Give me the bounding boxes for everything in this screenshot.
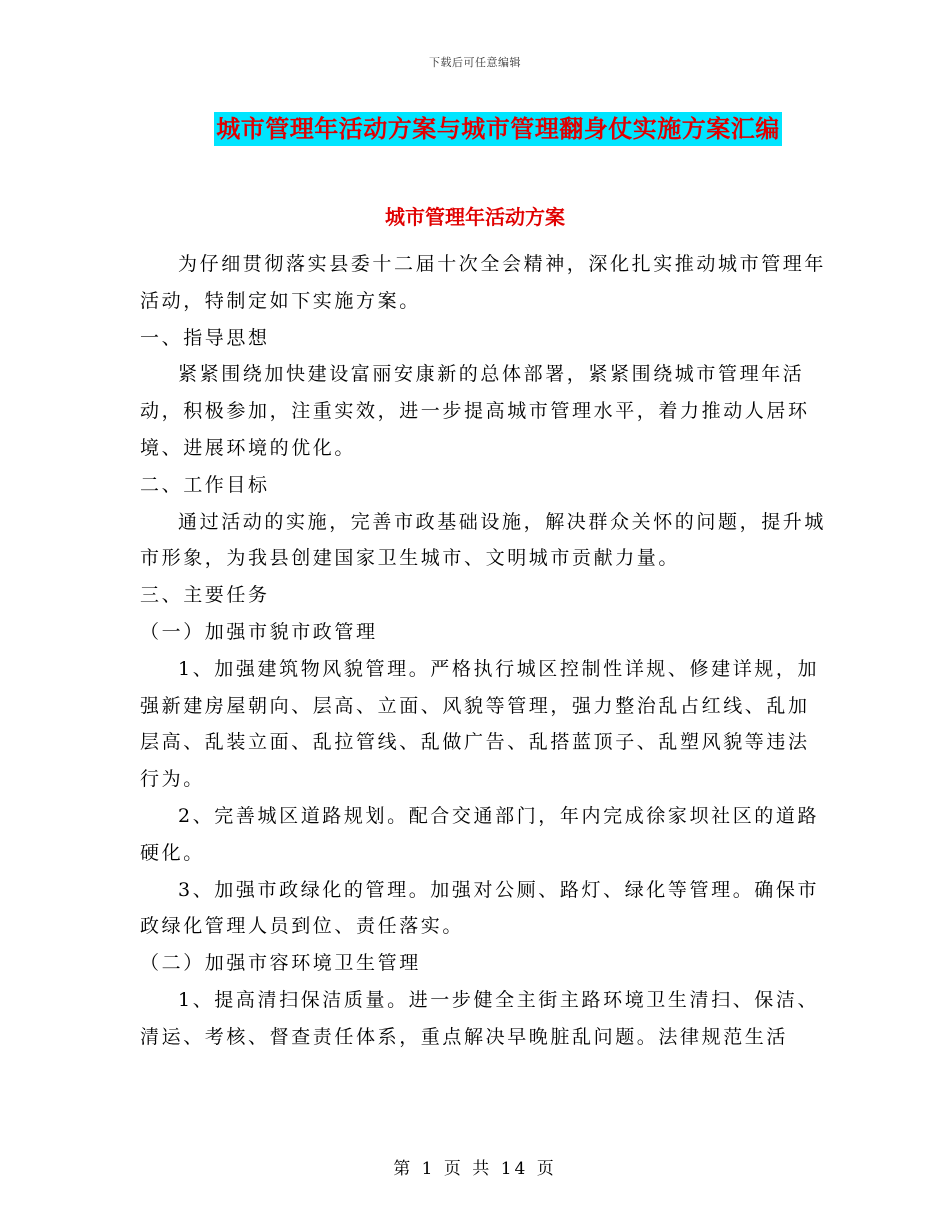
sub-title: 城市管理年活动方案 — [385, 205, 565, 229]
paragraph-building-appearance: 1、加强建筑物风貌管理。严格执行城区控制性详规、修建详规，加强新建房屋朝向、层高、立面、风貌等管理，强力整治乱占红线、乱加层高、乱装立面、乱拉管线、乱做广告、乱搭蓝顶子、乱塑风貌等违法行为。 — [140, 657, 820, 791]
heading-work-goals: 二、工作目标 — [140, 473, 270, 496]
paragraph-guiding-ideology: 紧紧围绕加快建设富丽安康新的总体部署，紧紧围绕城市管理年活动，积极参加，注重实效，进一步提高城市管理水平，着力推动人居环境、进展环境的优化。 — [140, 363, 810, 459]
paragraph-work-goals: 通过活动的实施，完善市政基础设施，解决群众关怀的问题，提升城市形象，为我县创建国家卫生城市、文明城市贡献力量。 — [140, 510, 827, 570]
heading-main-tasks: 三、主要任务 — [140, 584, 270, 607]
paragraph-greening: 3、加强市政绿化的管理。加强对公厕、路灯、绿化等管理。确保市政绿化管理人员到位、责任落实。 — [140, 878, 820, 938]
page-number: 第 1 页 共 14 页 — [393, 1159, 557, 1179]
paragraph-road-planning: 2、完善城区道路规划。配合交通部门，年内完成徐家坝社区的道路硬化。 — [140, 804, 820, 864]
page-header-note: 下载后可任意编辑 — [429, 56, 521, 69]
heading-guiding-ideology: 一、指导思想 — [140, 326, 270, 349]
subheading-sanitation: （二）加强市容环境卫生管理 — [140, 952, 421, 975]
paragraph-intro: 为仔细贯彻落实县委十二届十次全会精神，深化扎实推动城市管理年活动，特制定如下实施方案。 — [140, 253, 827, 312]
paragraph-cleaning-quality: 1、提高清扫保洁质量。进一步健全主街主路环境卫生清扫、保洁、清运、考核、督查责任体系，重点解决早晚脏乱问题。法律规范生活 — [140, 988, 820, 1048]
subheading-city-appearance: （一）加强市貌市政管理 — [140, 620, 378, 643]
document-body — [140, 246, 830, 1056]
main-title: 城市管理年活动方案与城市管理翻身仗实施方案汇编 — [214, 112, 782, 146]
main-title-container — [0, 112, 950, 146]
